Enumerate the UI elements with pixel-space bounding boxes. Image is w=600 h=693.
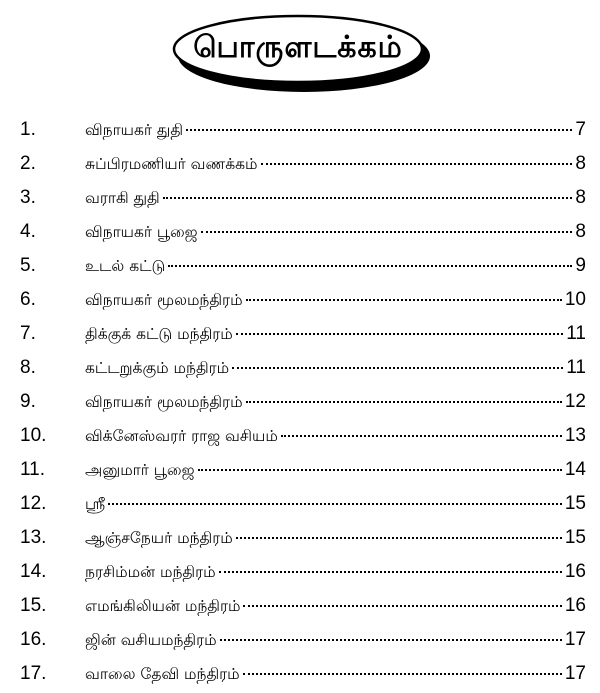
toc-entry-line xyxy=(85,288,586,312)
toc-entry-line xyxy=(85,220,586,244)
toc-entry-page-number: 12 xyxy=(564,391,586,412)
toc-entry-page-number: 15 xyxy=(564,527,586,548)
dot-leader xyxy=(281,435,562,437)
toc-entry-page-number: 16 xyxy=(564,595,586,616)
toc-entry xyxy=(0,557,600,591)
toc-entry-title: நரசிம்மன் மந்திரம் xyxy=(85,563,216,581)
title-badge xyxy=(170,12,432,96)
toc-entry-number: 6. xyxy=(20,289,36,310)
toc-entry-line xyxy=(85,390,586,414)
toc-entry xyxy=(0,625,600,659)
toc-entry-number: 13. xyxy=(20,527,47,548)
dot-leader xyxy=(243,605,561,607)
toc-entry-number: 9. xyxy=(20,391,36,412)
toc-entry-number: 11. xyxy=(20,459,46,480)
toc-entry-title: திக்குக் கட்டு மந்திரம் xyxy=(85,325,233,343)
dot-leader xyxy=(201,231,573,233)
toc-entry-page-number: 17 xyxy=(564,663,586,684)
toc-entry-page-number: 8 xyxy=(575,187,586,208)
toc-entry-number: 5. xyxy=(20,255,36,276)
dot-leader xyxy=(219,571,562,573)
toc-entry-line xyxy=(85,662,586,686)
toc-entry-number: 4. xyxy=(20,221,36,242)
toc-entry-page-number: 11 xyxy=(566,323,586,344)
toc-entry-line xyxy=(85,492,586,516)
dot-leader xyxy=(163,197,573,199)
toc-entry-title: ஆஞ்சநேயர் மந்திரம் xyxy=(85,529,233,547)
toc-entry-page-number: 10 xyxy=(564,289,586,310)
toc-entry-title: விநாயகர் மூலமந்திரம் xyxy=(85,393,243,411)
toc-entry-line xyxy=(85,424,586,448)
toc-entry-page-number: 8 xyxy=(575,221,586,242)
toc-entry-line xyxy=(85,594,586,618)
toc-entry-line xyxy=(85,458,586,482)
toc-entry-number: 15. xyxy=(20,595,47,616)
toc-entry xyxy=(0,387,600,421)
toc-entry xyxy=(0,319,600,353)
toc-entry xyxy=(0,115,600,149)
toc-entry xyxy=(0,149,600,183)
toc-entry-number: 8. xyxy=(20,357,36,378)
toc-entry-line xyxy=(85,356,586,380)
dot-leader xyxy=(168,265,572,267)
toc-entry-number: 10. xyxy=(20,425,47,446)
toc-entry-page-number: 14 xyxy=(564,459,586,480)
toc-entry-number: 1. xyxy=(20,119,36,140)
toc-entry-title: கட்டறுக்கும் மந்திரம் xyxy=(85,359,230,377)
toc-entry-line xyxy=(85,254,586,278)
toc-entry-page-number: 9 xyxy=(575,255,586,276)
toc-entry xyxy=(0,489,600,523)
page-title: பொருளடக்கம் xyxy=(193,29,403,65)
toc-entry-title: விநாயகர் மூலமந்திரம் xyxy=(85,291,243,309)
dot-leader xyxy=(186,129,572,131)
dot-leader xyxy=(246,401,562,403)
dot-leader xyxy=(261,163,573,165)
table-of-contents xyxy=(0,115,600,693)
toc-entry-number: 12. xyxy=(20,493,47,514)
toc-entry-page-number: 7 xyxy=(575,119,586,140)
dot-leader xyxy=(108,503,562,505)
toc-entry xyxy=(0,421,600,455)
toc-entry-page-number: 17 xyxy=(564,629,586,650)
toc-entry-number: 16. xyxy=(20,629,47,650)
toc-entry xyxy=(0,455,600,489)
toc-entry-line xyxy=(85,526,586,550)
dot-leader xyxy=(243,673,562,675)
toc-entry-line xyxy=(85,322,586,346)
toc-entry-title: வராகி துதி xyxy=(85,189,160,207)
toc-entry-title: உடல் கட்டு xyxy=(85,257,166,275)
toc-entry-title: விக்னேஸ்வரர் ராஜ வசியம் xyxy=(85,427,278,445)
toc-entry-page-number: 11 xyxy=(566,357,586,378)
toc-entry-title: வாலை தேவி மந்திரம் xyxy=(85,665,240,683)
toc-entry-line xyxy=(85,118,586,142)
toc-entry-page-number: 8 xyxy=(575,153,586,174)
toc-entry-title: ஸ்ரீ xyxy=(85,495,106,513)
toc-entry-title: எமங்கிலியன் மந்திரம் xyxy=(85,597,241,615)
dot-leader xyxy=(236,333,564,335)
toc-entry-page-number: 13 xyxy=(564,425,586,446)
toc-entry-line xyxy=(85,152,586,176)
toc-entry-line xyxy=(85,628,586,652)
toc-entry-number: 2. xyxy=(20,153,36,174)
toc-entry xyxy=(0,523,600,557)
toc-entry xyxy=(0,659,600,693)
toc-entry-line xyxy=(85,186,586,210)
toc-entry-number: 14. xyxy=(20,561,47,582)
toc-entry xyxy=(0,285,600,319)
toc-entry xyxy=(0,217,600,251)
dot-leader xyxy=(246,299,562,301)
toc-entry-title: விநாயகர் துதி xyxy=(85,121,184,139)
toc-entry-line xyxy=(85,560,586,584)
toc-entry xyxy=(0,591,600,625)
toc-entry-title: சுப்பிரமணியர் வணக்கம் xyxy=(85,155,258,173)
toc-entry-title: அனுமார் பூஜை xyxy=(85,461,195,479)
dot-leader xyxy=(236,537,562,539)
toc-entry-number: 17. xyxy=(20,663,47,684)
toc-entry-number: 3. xyxy=(20,187,36,208)
toc-entry xyxy=(0,251,600,285)
dot-leader xyxy=(198,469,562,471)
toc-entry-title: விநாயகர் பூஜை xyxy=(85,223,198,241)
toc-entry xyxy=(0,183,600,217)
toc-entry-title: ஜின் வசியமந்திரம் xyxy=(85,631,217,649)
toc-entry-number: 7. xyxy=(20,323,36,344)
toc-entry-page-number: 15 xyxy=(564,493,586,514)
toc-entry-page-number: 16 xyxy=(564,561,586,582)
dot-leader xyxy=(220,639,562,641)
dot-leader xyxy=(232,367,563,369)
toc-entry xyxy=(0,353,600,387)
